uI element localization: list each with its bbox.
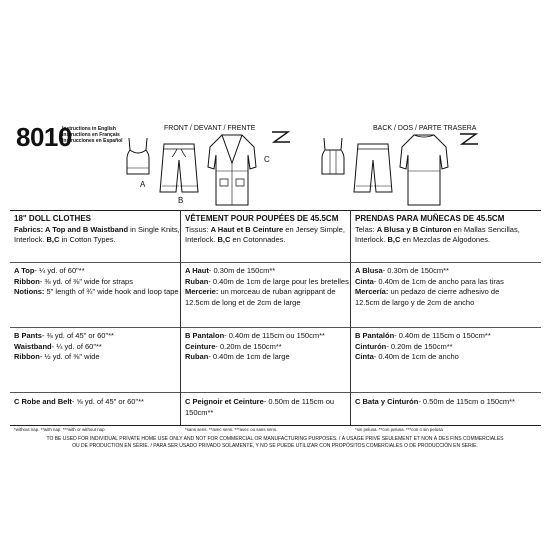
french-c-label: C Peignoir et Ceinture	[185, 397, 264, 406]
french-waistband-label: Ceinture	[185, 341, 216, 351]
front-pants-illustration	[156, 142, 202, 194]
spanish-b-label: B Pantalón	[355, 331, 395, 340]
spanish-notions-value-2: 12.5cm de largo y de 2cm de ancho	[355, 297, 475, 307]
french-view-c	[185, 397, 334, 418]
spanish-view-a	[355, 266, 504, 308]
spanish-fabrics-label: Telas:	[355, 224, 377, 234]
spanish-b-value: - 0.40m de 115cm o 150cm**	[394, 331, 491, 340]
instruction-languages	[62, 126, 123, 144]
spanish-waistband-value: - 0.20m de 150cm**	[386, 341, 453, 351]
instruction-spanish: Instrucciones en Español	[62, 138, 123, 144]
front-letter-c: C	[264, 155, 270, 164]
front-letter-a: A	[140, 180, 146, 189]
spanish-fabrics-line2-rest: en Mezclas de Algodones.	[400, 235, 491, 244]
english-a-label: A Top	[14, 266, 35, 275]
spanish-waistband-label: Cinturón	[355, 341, 387, 351]
french-b-ribbon-value: - 0.40m de 1cm de large	[208, 352, 290, 361]
spanish-view-b	[355, 331, 491, 363]
french-b-label: B Pantalon	[185, 331, 225, 340]
french-view-a	[185, 266, 349, 308]
english-fabrics-bold: A Top and B Waistband	[44, 224, 129, 234]
english-title: 18" DOLL CLOTHES	[14, 214, 91, 223]
french-notions-value: un morceau de ruban agrippant de	[218, 287, 336, 296]
english-c-value: - ⅝ yd. of 45" or 60"**	[71, 397, 144, 406]
english-fabrics-bc: B,C	[46, 235, 60, 244]
french-c-value: - 0.50m de 115cm ou	[263, 397, 335, 406]
english-notions-value: 5" length of ¾" wide hook and loop tape	[44, 287, 179, 296]
spanish-c-value: - 0.50m de 115cm o 150cm**	[418, 397, 515, 406]
english-waistband-label: Waistband	[14, 341, 52, 351]
english-fabrics-label: Fabrics:	[14, 224, 45, 234]
spanish-notions-label: Mercería:	[355, 287, 389, 296]
english-view-b	[14, 331, 114, 363]
spanish-title: PRENDAS PARA MUÑECAS DE 45.5CM	[355, 214, 505, 223]
instruction-english: Instructions in English	[62, 126, 116, 132]
spanish-footnote: *sin pelusa. **con pelusa. ***con o sin pelusa	[355, 427, 443, 432]
french-fabrics-rest: en Jersey Simple,	[283, 224, 345, 234]
french-footnote: *sans sens. **avec sens. ***avec ou sans sens.	[185, 427, 278, 432]
spanish-b-ribbon-label: Cinta	[355, 352, 374, 361]
french-title: VÊTEMENT POUR POUPÉES DE 45.5CM	[185, 214, 339, 223]
english-b-ribbon-value: - ½ yd. of ⅜" wide	[39, 352, 100, 361]
back-view-label: BACK / DOS / PARTE TRASERA	[373, 125, 477, 132]
french-b-ribbon-label: Ruban	[185, 352, 209, 361]
rule-bottom	[10, 425, 541, 426]
english-a-ribbon-label: Ribbon	[14, 276, 40, 286]
english-fabrics-rest: in Single Knits,	[128, 224, 180, 234]
spanish-fabrics-bold: A Blusa y B Cinturon	[376, 224, 452, 234]
back-robe-illustration	[398, 133, 450, 207]
english-b-ribbon-label: Ribbon	[14, 352, 40, 361]
english-footnote: *without nap. **with nap. ***with or without nap	[14, 427, 105, 432]
french-fabrics-bc: B,C	[217, 235, 231, 244]
back-belt-illustration	[458, 132, 480, 148]
french-b-value: - 0.40m de 115cm ou 150cm**	[224, 331, 325, 340]
english-b-value: - ⅜ yd. of 45" or 60"**	[41, 331, 114, 340]
french-view-b	[185, 331, 325, 363]
front-letter-b: B	[178, 196, 184, 205]
rule-c	[10, 392, 541, 393]
french-a-ribbon-label: Ruban	[185, 276, 209, 286]
back-pants-illustration	[350, 142, 396, 194]
french-waistband-value: - 0.20m de 150cm**	[215, 341, 282, 351]
column-divider-2	[350, 210, 351, 425]
french-a-value: - 0.30m de 150cm**	[208, 266, 276, 275]
spanish-column	[355, 214, 520, 246]
english-b-label: B Pants	[14, 331, 42, 340]
french-fabrics-bold: A Haut et B Ceinture	[210, 224, 284, 234]
spanish-a-label: A Blusa	[355, 266, 383, 275]
spanish-notions-value: un pedazo de cierre adhesivo de	[388, 287, 500, 296]
instruction-french: Instructions en Français	[62, 132, 120, 138]
back-top-illustration	[319, 136, 347, 176]
pattern-number: 8010	[16, 122, 72, 152]
usage-disclaimer	[0, 436, 550, 449]
spanish-c-label: C Bata y Cinturón	[355, 397, 419, 406]
english-a-value: - ¼ yd. of 60"**	[34, 266, 85, 275]
english-fabrics-line2: Interlock.	[14, 235, 47, 244]
front-robe-illustration	[206, 133, 258, 207]
column-divider-1	[180, 210, 181, 425]
english-notions-label: Notions:	[14, 287, 45, 296]
rule-a	[10, 262, 541, 263]
english-waistband-value: - ¼ yd. of 60"**	[51, 341, 102, 351]
disclaimer-line-2: OU DE PRODUCTION EN SÉRIE. / PARA SER USADO PRIVADO SOLAMENTE, Y NO SE PUEDE UTILIZAR CON PROPÓSITOS COMERCIALES O DE PRODUCCIÓN EN SERIE.	[72, 442, 478, 449]
spanish-fabrics-bc: B,C	[387, 235, 401, 244]
spanish-a-ribbon-value: - 0.40m de 1cm de ancho para las tiras	[373, 276, 504, 286]
english-a-ribbon-value: - ⅜ yd. of ⅜" wide for straps	[39, 276, 133, 286]
spanish-a-ribbon-label: Cinta	[355, 276, 374, 286]
french-a-label: A Haut	[185, 266, 209, 275]
spanish-b-ribbon-value: - 0.40m de 1cm de ancho	[373, 352, 459, 361]
rule-top	[10, 210, 541, 211]
french-notions-value-2: 12.5cm de long et de 2cm de large	[185, 297, 301, 307]
french-c-value-2: 150cm**	[185, 407, 214, 417]
spanish-fabrics-rest: en Mallas Sencillas,	[451, 224, 520, 234]
front-view-label: FRONT / DEVANT / FRENTE	[164, 125, 256, 132]
french-fabrics-line2-rest: en Cotonnades.	[230, 235, 286, 244]
french-a-ribbon-value: - 0.40m de 1cm de large pour les bretelles	[208, 276, 349, 286]
front-belt-illustration	[270, 130, 292, 146]
spanish-fabrics-line2: Interlock.	[355, 235, 388, 244]
rule-b	[10, 327, 541, 328]
french-fabrics-line2: Interlock.	[185, 235, 218, 244]
english-view-a	[14, 266, 179, 298]
disclaimer-line-1: TO BE USED FOR INDIVIDUAL PRIVATE HOME USE ONLY AND NOT FOR COMMERCIAL OR MANUFACTURING PURPOSES. / À USAGE PRIVÉ SEULEMENT ET NON À DES FINS COMMERCIALES	[46, 436, 504, 442]
english-fabrics-line2-rest: in Cotton Types.	[59, 235, 116, 244]
french-column	[185, 214, 345, 246]
spanish-a-value: - 0.30m de 150cm**	[382, 266, 449, 275]
english-column	[14, 214, 180, 246]
english-view-c	[14, 397, 144, 408]
french-notions-label: Mercerie:	[185, 287, 219, 296]
front-top-illustration	[124, 136, 152, 176]
spanish-view-c	[355, 397, 515, 408]
french-fabrics-label: Tissus:	[185, 224, 211, 234]
english-c-label: C Robe and Belt	[14, 397, 72, 406]
